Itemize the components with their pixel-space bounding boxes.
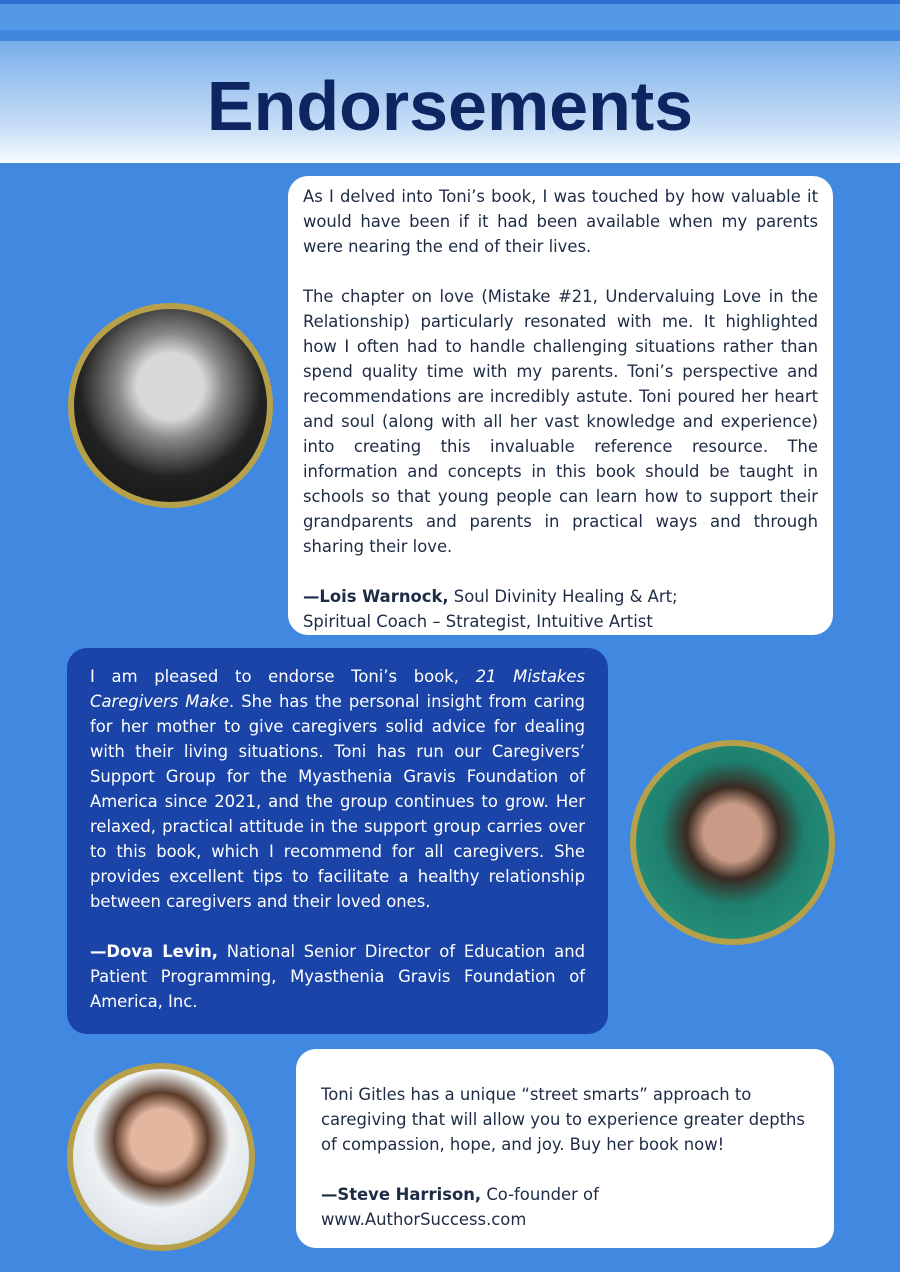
author-name: —Steve Harrison,: [321, 1185, 482, 1204]
author-name: —Lois Warnock,: [303, 587, 449, 606]
endorsement-card-steve-harrison: [296, 1049, 834, 1248]
endorsement-paragraph: [90, 664, 585, 914]
photo-lois-warnock: [68, 303, 273, 508]
endorsement-text: . She has the personal insight from caring for her mother to give caregivers solid advice for dealing with their living situations. Toni has run our Caregivers’ Support Group for the Myasthenia Gravis Foundation of America since 2021, and the group continues to grow. Her relaxed, practical attitude in the support group carries over to this book, which I recommend for all caregivers. She provides excellent tips to facilitate a healthy relationship between caregivers and their loved ones.: [90, 692, 585, 911]
endorsement-paragraph: The chapter on love (Mistake #21, Undervaluing Love in the Relationship) particularly resonated with me. It highlighted how I often had to handle challenging situations rather than spend quality time with my parents. Toni’s perspective and recommendations are incredibly astute. Toni poured her heart and soul (along with all her vast knowledge and experience) into creating this invaluable reference resource. The information and concepts in this book should be taught in schools so that young people can learn how to support their grandparents and parents in practical ways and through sharing their love.: [303, 287, 818, 556]
endorsement-paragraph: Toni Gitles has a unique “street smarts” approach to caregiving that will allow you to experience greater depths of compassion, hope, and joy. Buy her book now!: [321, 1085, 805, 1154]
photo-dova-levin: [630, 740, 835, 945]
endorsement-paragraph: As I delved into Toni’s book, I was touched by how valuable it would have been if it had been available when my parents were nearing the end of their lives.: [303, 187, 818, 256]
top-stripe: [0, 4, 900, 30]
endorsement-text: I am pleased to endorse Toni’s book,: [90, 667, 476, 686]
photo-steve-harrison: [67, 1063, 255, 1251]
endorsement-attribution: [90, 939, 585, 1014]
author-name: —Dova Levin,: [90, 942, 218, 961]
author-affiliation: Soul Divinity Healing & Art;: [448, 587, 678, 606]
author-affiliation: Co-founder of www.AuthorSuccess.com: [321, 1185, 599, 1229]
endorsement-attribution: [321, 1182, 809, 1232]
endorsement-attribution: [303, 584, 818, 634]
author-affiliation: National Senior Director of Education and Patient Programming, Myasthenia Gravis Foundation of America, Inc.: [90, 942, 585, 1011]
book-title: 21 Mistakes Caregivers Make: [90, 667, 585, 711]
endorsement-card-lois-warnock: [288, 176, 833, 635]
endorsement-card-dova-levin: [67, 648, 608, 1034]
page-title: Endorsements: [206, 67, 694, 145]
top-stripe: [0, 30, 900, 41]
author-affiliation: Spiritual Coach – Strategist, Intuitive Artist: [303, 612, 653, 631]
